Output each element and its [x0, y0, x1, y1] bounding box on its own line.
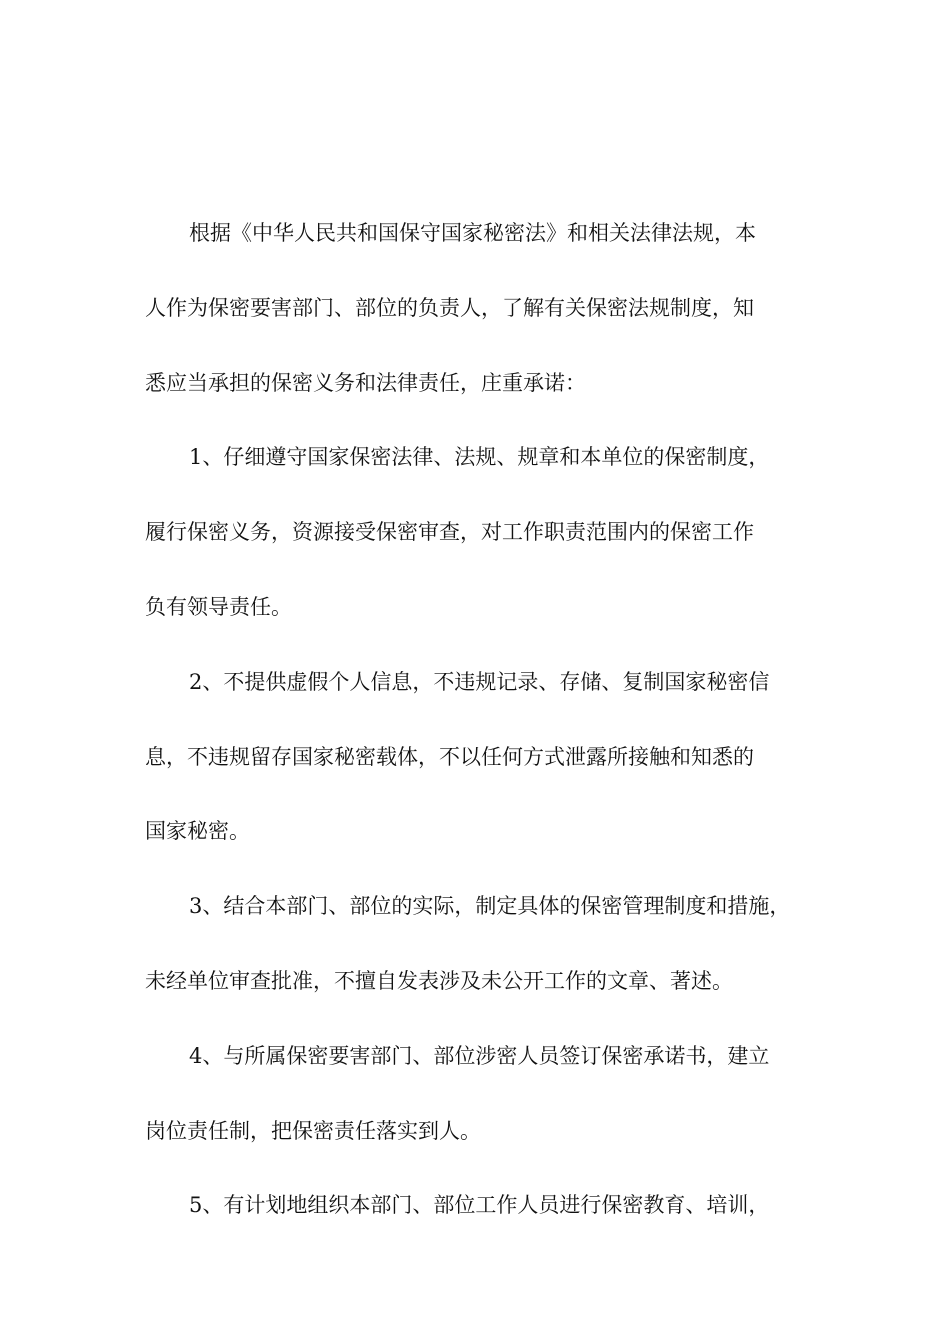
text-line: 负有领导责任。 [145, 594, 292, 619]
paragraph-item-1 [145, 420, 809, 644]
paragraph-item-2 [145, 645, 809, 869]
document-body [145, 196, 809, 1243]
text-line: 3、结合本部门、部位的实际，制定具体的保密管理制度和措施， [189, 894, 791, 919]
text-line: 根据《中华人民共和国保守国家秘密法》和相关法律法规，本 [189, 221, 756, 245]
text-line: 未经单位审查批准，不擅自发表涉及未公开工作的文章、著述。 [145, 968, 733, 993]
text-line: 息，不违规留存国家秘密载体，不以任何方式泄露所接触和知悉的 [145, 744, 754, 769]
paragraph-preamble [145, 196, 809, 420]
text-line: 1、仔细遵守国家保密法律、法规、规章和本单位的保密制度， [189, 445, 770, 470]
text-line: 2、不提供虚假个人信息，不违规记录、存储、复制国家秘密信 [189, 669, 770, 694]
text-line: 人作为保密要害部门、部位的负责人，了解有关保密法规制度，知 [145, 295, 754, 320]
text-line: 悉应当承担的保密义务和法律责任，庄重承诺： [145, 370, 586, 395]
paragraph-item-4 [145, 1019, 809, 1169]
text-line: 5、有计划地组织本部门、部位工作人员进行保密教育、培训， [189, 1193, 770, 1218]
text-line: 岗位责任制，把保密责任落实到人。 [145, 1118, 481, 1143]
text-line: 4、与所属保密要害部门、部位涉密人员签订保密承诺书，建立 [189, 1043, 770, 1068]
paragraph-item-5 [145, 1168, 809, 1243]
paragraph-item-3 [145, 869, 809, 1019]
text-line: 国家秘密。 [145, 819, 250, 844]
text-line: 履行保密义务，资源接受保密审查，对工作职责范围内的保密工作 [145, 520, 754, 545]
